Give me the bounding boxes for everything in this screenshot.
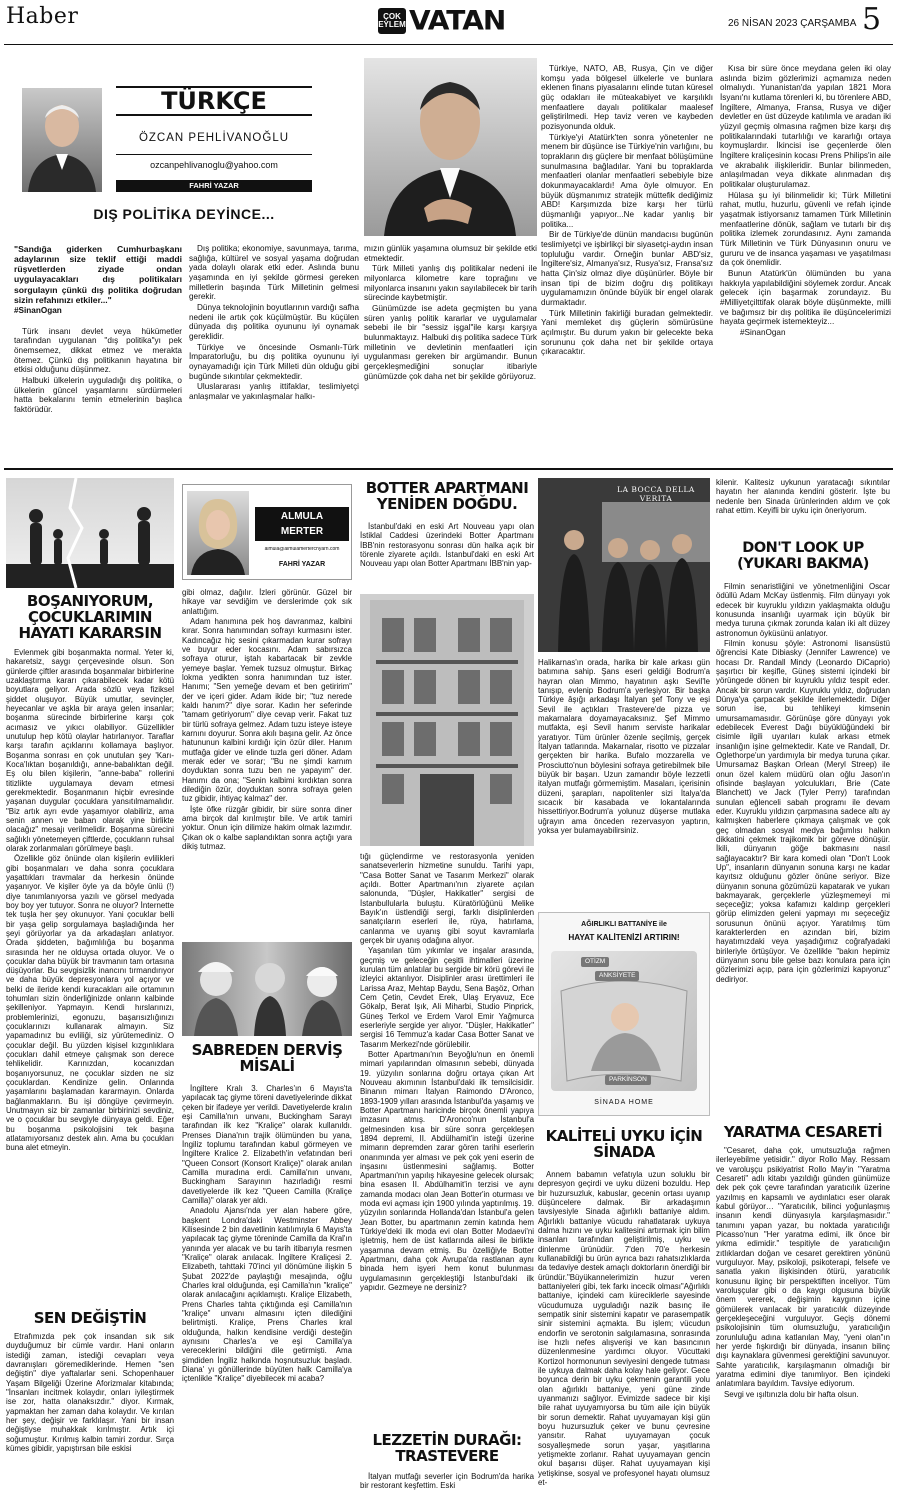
paragraph: Bir de Türkiye'de dünün mandacısı bugünün teslimiyetçi ve işbirlikçi bir siyasetçi-aydın insan topluluğu vardır. Örneğin bunlar ABD'siz, İngiltere'siz, Almanya'sız, Rusya'sız, Fransa'sız hatta Çin'siz olmaz diye düşünürler. Böyle bir insan tipi de bizim doğru dış politikayı uygulamamızın önünde büyük bir engel olarak durmaktadır. xyxy=(541,230,713,308)
article-column-1 xyxy=(14,244,182,416)
paragraph: Türk Milletinin fakirliği buradan gelmektedir. Yani memleket dış güçlerin sömürüsüne açılmıştır. Bu durum yakın bir gelecekte beka sorununu çok daha net bir şekilde ortaya çıkaracaktır. xyxy=(541,308,713,357)
article-bosanma xyxy=(6,648,174,1154)
logo-badge: ÇOK EYLEM xyxy=(378,8,406,34)
paragraph: Türkiye ve öncesinde Osmanlı-Türk İmparatorluğu, bu dış politika oyununu iyi oynayamadığı için Türk Milleti dün olduğu gibi bugünde sıkıntılar çekmektedir. xyxy=(189,342,359,381)
headline-yaratma: YARATMA CESARETİ xyxy=(723,1123,883,1141)
paragraph: Anadolu Ajansı'nda yer alan habere göre, başkent Londra'daki Westminster Abbey Kilisesinde 2 bin davetlinin katılımıyla 6 Mayıs'ta yapılacak taç giyme töreninde Camilla da Kral'ın yanında yer alacak ve bu tarih itibarıyla resmen "Kraliçe" olarak anılacak. İngiltere Kraliçesi 2. Elizabeth, tahttaki 70'inci yıl dönümüne ilişkin 5 Şubat 2022'de paylaştığı mesajında, oğlu Charles kral olduğunda, eşi Camilla'nın "kraliçe" olarak anılacağını açıklamıştı. Kraliçe Elizabeth, Prens Charles tahta çıktığında eşi Camilla'nın "kraliçe" unvanı almasını içten dilediğini belirtmişti. Kraliçe, Prens Charles kral olduğunda, halkın kendisine verdiği desteğin aynısını Charles'a ve eşi Camilla'ya vereceklerini bildiğini dile getirmişti. Ama şimdiden İngiliz halkında hoşnutsuzluk başladı. Diana' yı gönüllerinde büyüten halk Camilla'ya içtenlikle "Kraliçe" diyebilecek mi acaba? xyxy=(182,1206,352,1384)
paragraph: Kısa bir süre önce meydana gelen iki olay aslında bizim gözlerimizi açmamıza neden olmalıydı. Yunanistan'da yapılan 1821 Mora İsyanı'nı kutlama törenleri ki, bu törenlere ABD, İngiltere, Almanya, Fransa, Rusya ve diğer devletler en üst düzeyde katılımla ve aradan iki yüzyıl geçmiş olmasına rağmen bize karşı dış politikalarındaki tutarlılığı ve kararlığı ortaya koymuşlardır. İkincisi ise geçenlerde ölen İngiltere kraliçesinin kocası Prens Philips'in aile ve akrabalık ilişkileridir. Bunlar bilinmeden, anlaşılmadan veya dikkate alınmadan dış politikalar oluşturulamaz. xyxy=(720,64,891,190)
family-silhouette-icon xyxy=(6,478,174,588)
paragraph: Filmin senaristliğini ve yönetmenliğini Oscar ödüllü Adam McKay üstlenmiş. Film dünyayı yok edecek bir kuyruklu yıldızın yaklaşmakta olduğu konusunda insanlığı uyarmak için büyük bir medya turuna çıkmak zorunda kalan iki alt düzey astronomun öyküsünü anlatıyor. xyxy=(716,582,890,638)
issue-date: 26 NİSAN 2023 ÇARŞAMBA xyxy=(728,18,857,29)
group-photo-icon xyxy=(538,478,710,652)
paragraph: gibi olmaz, dağılır. İzleri görünür. Güzel bir hikaye var sevdiğim ve derslerimde çok sık anlattığım. xyxy=(182,588,352,616)
ad-brand: SİNADA HOME xyxy=(594,1099,654,1106)
article-botter-bottom xyxy=(360,852,534,1293)
headline-botter: BOTTER APARTMANI YENİDEN DOĞDU. xyxy=(365,479,529,514)
header-rule xyxy=(4,44,893,45)
author-name: ÖZCAN PEHLİVANOĞLU xyxy=(138,132,290,144)
article-column-4 xyxy=(541,64,713,358)
ad-tag-parkinson: PARKİNSON xyxy=(605,1075,651,1085)
people-photo-icon xyxy=(182,942,352,1036)
author-role: FAHRİ YAZAR xyxy=(278,561,326,568)
paragraph: Annem babamın vefatıyla uzun soluklu bir depresyon geçirdi ve uyku düzeni bozuldu. Hep bir huzursuzluk, kabuslar, gecenin ortası uyanıp düşüncelere dalmak. Bir arkadaşımın tavsiyesiyle Sinada ağırlıklı battaniye aldım. Ağırlıklı battaniye vücudu rahatlatarak uykuya dalma hızını ve uyku kalitesini artırmak için bilim insanları tarafından geliştirilmiş, uyku ve dinlenme ürünüdür. 7'den 70'e herkesin kullanabildiği bu ürün ayrıca bazı rahatsızlıklarda da tedaviye destek amaçlı doktorların önerdiği bir üründür."Büyükannelerimizin huzur veren battaniyeleri gibi, tek farkı incecik olması"Ağırlıklı battaniye, içindeki cam küreciklerle sayesinde vücudumuza uyguladığı nazik basınç ile sempatik sinir sistemini kapatır ve parasempatik sinir sistemini açmakta. Bu işlem; vücudun endorfin ve serotonin salgılamasına, sonrasında ise hızlı nefes alışverişi ve kan basıncının düzenlenmesine yardımcı oluyor. Vücuttaki Kortizol hormonunun seviyesini dengede tutması ile uykuya dalmak daha kolay hale geliyor. Gece boyunca derin bir uyku çekmenin garantili yolu olan ağırlıklı battaniye, yeni güne zinde uyanmanızı sağlıyor. Evimizde sadece bir kişi bile rahat uyuyamıyorsa bu tüm aile için büyük bir sorun demektir. Rahat uyuyamayan kişi gün boyu huzursuzluk çeker ve bunu çevresine yansıtır. Rahat uyuyamayan çocuk sosyalleşmede sorun yaşar, yaşıtlarına yetişmekte zorlanır. Rahat uyuyamayan gencin okul başarısı düşer. Rahat uyuyamayan kişi yetişkinse, sosyal ve profesyonel hayatı olumsuz et- xyxy=(538,1170,710,1487)
paragraph: İşte öfke rüzgâr gibidir, bir süre sonra diner ama birçok dal kırılmıştır bile. Ve artık tamiri yoktur. Onun için dilimize hakim olmak lazımdır. Çıkan ok o kalbe saplandıktan sonra açtığı yara dikiş tutmaz. xyxy=(182,804,352,851)
column-header-turkce xyxy=(8,58,360,236)
headline-lezzetin: LEZZETİN DURAĞI: TRASTEVERE xyxy=(372,1431,522,1466)
portrait-icon xyxy=(187,491,249,575)
paragraph: Türk Milleti yanlış dış politikalar nedeni ile milyonlarca kilometre kare toprağını ve milyonlarca insanını yakın sayılabilecek bir tarih sürecinde kaybetmiştir. xyxy=(364,264,537,303)
ad-tag-anxiety: ANKSİYETE xyxy=(595,971,639,981)
headline-dont-look-up: DON'T LOOK UP (YUKARI BAKMA) xyxy=(737,540,869,573)
paragraph: Botter Apartmanı'nın Beyoğlu'nun en önemli mimari yapılarından olmasının sebebi, dünyada 19. yüzyılın sonlarına doğru ortaya çıkan Art Nouveau akımının İstanbul'daki ilk temsilcisidir. Binanın mimarı İtalyan Raimondo D'Aronco, 1893-1909 yılları arasında İstanbul'da yaşamış ve Botter Apartmanı haricinde birçok önemli yapıya imzasını atmış. D'Aronco'nun İstanbul'a gelmesinden kısa bir süre sonra gerçekleşen 1894 depremi, II. Abdülhamit'in isteği üzerine mimarın depremden zarar gören tarihi eserlerin onarımında yer alması ve pek çok yeni eserin de inşasını üstlenmesini sağlamış. Botter Apartmanı'nın yapılış hikayesine gelecek olursak; bina esasen II. Abdülhamit'in terzisi ve aynı zamanda modacı olan Jean Botter'in oturması ve moda evi açması için 1900 yılında yaptırılmış. 19. yüzyılın sonlarında Hollanda'dan İstanbul'a gelen Jean Botter, bu apartmanın zemin katında hem Türkiye'deki ilk moda evi olan Botter Modaevi'ni işletmiş, hem de üst katlarında ailesi ile birlikte yaşamına devam etmiş. Bu özelliğiyle Botter Apartmanı, daha çok Avrupa'da rastlanan aynı binada hem işyeri hem konut bulunması uygulamasının gerçekleştiği İstanbul'daki ilk yapıdır. Gezmeye ne dersiniz? xyxy=(360,1049,534,1293)
section-name: Haber xyxy=(6,4,79,29)
paragraph: Etrafımızda pek çok insandan sık sık duyduğumuz bir cümle vardır. Hani onların istediği zaman, istediği cevapları veya davranışları göremediklerinde. Hemen "sen değiştin" diye yaftalarlar seni. Schopenhauer Yaşam Bilgeliği Üzerine Aforizmalar kitabında; "İnsanları incitmek kolaydır, onları iyileştirmek ise zor, hatta olanaksızdır." diyor. Kırmak, yapmaktan her zaman daha kolaydır. Ve kırılan her şey, değişir ve farklılaşır. Yani bir insan değiştiyse muhakkak kırılmıştır. Artık içi soğumuştur. Kırılmış kalbin tamiri zordur. Sırça kümes gibidir, yapıştırsan bile eskisi xyxy=(6,1332,174,1453)
blanket-photo xyxy=(551,951,697,1091)
author-first-name: ALMULA xyxy=(280,511,324,522)
pull-quote: "Sandığa giderken Cumhurbaşkanı adaylarının size teklif ettiği maddi rüşvetlerden ziyade ondan uygulayacakları dış politikaları sorgulayın çünkü dış politika doğrudan sizin refahınızı etkiler..." xyxy=(14,244,182,305)
paragraph: Türkiye'yi Atatürk'ten sonra yönetenler ne menem bir düşünce ise Türkiye'nin varlığını, bu toprakların dış güçlere bir menfaat bölüşümüne sunulmasına bağladılar. Yani bu topraklarda menfaatleri olanlar menfaatleri sebebiyle bize dokunmayacaklardı! Ama öyle olmuyor. En büyük düşmanımız stratejik müttefik dediğimiz ABD! Karşımızda bize karşı her türlü düşmanlığı yapıyor...Ne kadar yanlış bir politika... xyxy=(541,132,713,229)
author-last-name: MERTER xyxy=(280,526,324,537)
royals-photo xyxy=(182,942,352,1036)
paragraph: İtalyan mutfağı severler için Bodrum'da harika bir restorant keşfettim. Eski xyxy=(360,1472,534,1491)
paragraph: Halbuki ülkelerin uyguladığı dış politika, o ülkelerin güncel yaşamlarını sürdürmeleri hatta bekalarını temin etmelerinin başlıca faktörüdür. xyxy=(14,375,182,414)
paragraph: Özellikle göz önünde olan kişilerin evlilikleri gibi boşanmaları ve daha sonra çocuklara yaşattıkları travmalar da herkesin önünde yaşanıyor. Ve kişiler öyle ya da böyle ünlü (!) diye tanımlanıyorsa yazılı ve görsel medyada boy boy yer tutuyor. Sonra ne oluyor? İnternette tek tuşla her şey okunuyor. Yani çocuklar belli bir yaşa gelip sorgulamaya başladığında her şeyi görüyorlar ya da arkadaşları anlatıyor. Orada şiddeten, bağımlılığa bu boşanma sırasında her ne olduysa ortada oluyor. Ve o çocuklar daha büyük bir travmanın tam ortasına düşüyorlar. Bu sevgisizlik inancını tırmandırıyor ve daha büyük depresyonlara yol açıyor ve belki de ileride kendi kuracakları aile ortamının tohumları sizin önderliğinizde onların kalbinde şekilleniyor. Yapmayın. Kendi hırslarınızı, problemlerinizi, egonuzu, başarısızlığınızı çocuklarınızı kullanarak almayın. Siz yapamadınız bu evliliği, siz yürütemediniz. O çocuklar değil. Bu yüzden kişisel kızgınlıklara çocukları dahil etmeye çalışmak son derece tehlikelidir. Karınızdan, kocanızdan boşanıyorsunuz, ne çocuklar sizden ne siz çocuklardan. Kendinize gelin. Onlarında yaşamlarını başlamadan kararmayın. Onlarda bağlanmakların. Bu işi döngüye çevirmeyin. Unutmayın siz bir zamanlar birbirinizi sevdiniz, ve o çocuklar bu sevgiyle dünyaya geldi. Eğer bu boşanma psikolojisini tek başına atlatamıyorsanız destek alın. Ama bu çocukları buna alet etmeyin. xyxy=(6,854,174,1153)
paragraph: Filmin konusu şöyle: Astronomi lisansüstü öğrencisi Kate Dibiasky (Jennifer Lawrence) ve hocası Dr. Randall Mindy (Leonardo DiCaprio) şaşırtıcı bir keşifle, Güneş sistemi içindeki bir yörüngede dönen bir kuyruklu yıldız tespit eder. Ancak bir sorun vardır. Kuyruklu yıldız, doğrudan Dünya'ya çarpacak şekilde ilerlemektedir. Diğer sorun ise, bu tehlikeyi kimsenin umursamamasıdır. Görünüşe göre dünyayı yok edebilecek Everest Dağı büyüklüğündeki bir cisimle ilgili uyarıları kulak arkası etmek insanlığın işine gelmektedir. Kate ve Randall, Dr. Oglethorpe'un yardımıyla bir medya turuna çıkar. Umursamaz Başkan Orlean (Meryl Streep) ile onun özel kalem müdürü olan oğlu Jason'ın ofisinde başlayan yolculukları, Brie (Cate Blanchett) ve Jack (Tyler Perry) tarafından sunulan eğlenceli sabah programı ile devam eder. Kuyruklu yıldızın çarpmasına sadece altı ay kalmışken haberlere çıkmaya çalışmak ve çok geç olmadan sosyal medya bağımlısı halkın dikkatini çekmek trajikomik bir göreve dönüşür. İkili, dünyanın göğe bakmasını nasıl sağlayacaktır? Bir kara komedi olan "Don't Look Up", insanların dünyanın sonuna karşı ne kadar kayıtsız olduğunu gözler önüne seriyor. Bize dünyanın sonuna gözümüzü kapatarak ve yukarı bakmayarak, gerçeklerle yüzleşmemeyi mi seçeceğiz; yoksa kafamızı kaldırıp gerçekleri görüp elimizden geleni yapmayı mı seçeceğiz sorusunun önünü açıyor. Yaratılmış tüm karakterlerden en azından biri, bizim hayatımızdaki veya yaşadığımız coğrafyadaki birileriyle örtüşüyor. Ve özellikle "bakın hepimiz dünyanın sonu bile gelse bazı konulara para için gözlerimizi açıp, para için gözlerimizi kapıyoruz" dediriyor. xyxy=(716,638,890,984)
paragraph: İstanbul'daki en eski Art Nouveau yapı olan İstiklal Caddesi üzerindeki Botter Apartmanı İBB'nin restorasyonu sonrası dün halka açık bir törenle ziyarete açıldı. İstanbul'daki en eski Art Nouveau yapı olan Botter Apartmanı İBB'nin yap- xyxy=(360,522,534,569)
headline-kaliteli: KALİTELİ UYKU İÇİN SİNADA xyxy=(545,1127,703,1162)
paragraph: Dış politika; ekonomiye, savunmaya, tarıma, sağlığa, kültürel ve sosyal yaşama doğrudan yada dolaylı olarak etki eder. Aslında bunu yaşamında en iyi şekilde görmesi gereken milletlerin başında Türk Milletinin gelmesi gerekir. xyxy=(189,244,359,302)
paragraph: Sevgi ve ışıltınızla dolu bir hafta olsun. xyxy=(724,1389,859,1399)
paragraph: kilenir. Kalitesiz uykunun yaratacağı sıkıntılar hayatın her alanında kendini gösterir. İşte bu nedenle ben Sinada ürünlerinden aldım ve çok rahat ettim. Keyifli bir uyku için öneriyorum. xyxy=(716,478,890,515)
paragraph: Türk insanı devlet veya hükümetler tarafından uygulanan "dış politika"yı pek önemsemez, dikkat etmez ve merakta ötemez. Çünkü dış politikanın hayatına bir etkisi olduğunu düşünmez. xyxy=(14,326,182,375)
sinada-ad[interactable] xyxy=(538,912,710,1116)
paragraph: Evlenmek gibi boşanmakta normal. Yeter ki, hakaretsiz, saygı çerçevesinde olsun. Son günlerde çiftler arasında boşanmalar birbirlerine uzaklaştırma kararı çıkarabilecek kadar kötü boyutlara geliyor. Arada sözlü veya fiziksel şiddet oluşuyor. Büyük umutlar, sevinçler, heyecanlar ve aşkla bir araya gelen insanlar; boşanma sürecinde birbirlerine karşı çok acımasız ve yıkıcı olabiliyor. Güzellikler unutulup hep kötü olaylar hatırlanıyor. Taraflar karşı tarafın açıklarını kollamaya başlıyor. Boşanma sonrası en çok unutulan şey 'Karı-Koca'lıktan boşanıldığı, anne-babalıktan değil. Eş olu bilen kişilerin, "anne-baba" rollerini titizlikte uygulamaya devam etmesi gerekmektedir. Boşanmanın hiçbir evresinde yaşanan duygular çocuklara yansıtılmamalıdır. "Biz artık ayrı evde yaşamıyor olabiliriz, ama senin annen ve baban olarak yine birlikte olacağız" mesajı verilmelidir. Boşanma sürecini sağlıklı yönetemeyen çiftlerde, çocukların ruhsal olarak zorlanmaları görülmeye başlı. xyxy=(6,648,174,853)
article-dont-look-up xyxy=(716,582,890,985)
restaurant-sign: LA BOCCA DELLA VERITA xyxy=(617,485,695,503)
article-sen-degistin xyxy=(6,1332,174,1454)
paragraph: Adam hanımına pek hoş davranmaz, kalbini kırar. Sonra hanımından sofrayı kurmasını ister. Kadıncağız hiç sesini çıkarmadan kurar sofrayı ve buyur eder kocasını. Adam sabırsızca sofraya oturur, iştah kabartacak bir zevkle yemeye başlar. Yemek tuzsuz olmuştur. Birkaç lokma yedikten sonra hanımından tuz ister. Hanımı; "Sen yemeğe devam et ben getiririm" der ve içeri gider. Adam ikide bir; "tuz nerede kaldı hanım?" diye sorar. Kadın her seferinde "tamam getiriyorum" diye cevap verir. Fakat tuz bir türlü sofraya gelmez. Adam tuzu isteye isteye karnını doyurur. Sonra akılı başına gelir. Az önce hatununun kalbini kırdığı için özür diler. Hanım mutfağa gider ve elinde tuzla geri döner. Adam merak eder ve sorar; "Bu ne şimdi karnım doyduktan sonra tuzu ben ne yapayım" der. Hanımı da ona; "Senin kalbimi kırdıktan sonra dilediğin özür, doyduktan sonra sofraya gelen tuz gibidir, ihtiyaç kalmaz" der. xyxy=(182,616,352,804)
logo-word: VATAN xyxy=(409,5,506,37)
paragraph: tığı güçlendirme ve restorasyonla yeniden sanatseverlerin hizmetine sunuldu. Tarihi yapı, "Casa Botter Sanat ve Tasarım Merkezi" olarak açıldı. Botter Apartmanı'nın ziyarete açılan salonunda, "Düşler, Hakikatler" sergisi de İstanbullularla buluştu. Küratörlüğünü Melike Bayık'ın üstlendiği sergi, farklı disiplinlerden sanatçıların eserleri ile, rüya, hatırlama, canlanma ve uyanış gibi soyut kavramlarla gerçek bir uyanış odağına alıyor. xyxy=(360,852,534,945)
paragraph: Bunun Atatürk'ün ölümünden bu yana hakkıyla yapılabildiğini söylemek zordur. Ancak gelecek için başarmak zorundayız. Bu #Milliyetçilttifak olarak böyle düşünmekte, milli ve bağımsız bir dış politika ile düşüncelerimizi hayata geçirmek istemekteyiz... xyxy=(720,269,891,327)
article-column-5 xyxy=(720,64,891,339)
newspaper-logo[interactable] xyxy=(378,6,514,36)
headline-sabreden: SABREDEN DERVİŞ MİSALİ xyxy=(191,1041,343,1076)
quote-hashtag[interactable]: #SinanOgan xyxy=(14,305,62,315)
author-role: FAHRİ YAZAR xyxy=(116,180,312,192)
article-column-2 xyxy=(189,244,359,403)
author-email[interactable]: ozcanpehlivanoglu@yahoo.com xyxy=(150,160,278,170)
portrait-icon xyxy=(364,58,537,236)
ad-top-line: AĞIRLIKLI BATTANİYE ile xyxy=(581,921,667,928)
closing-hashtag[interactable]: #SinanOgan xyxy=(740,328,786,338)
section-divider xyxy=(4,468,893,470)
article-yaratma xyxy=(716,1146,890,1400)
paragraph: İngiltere Kralı 3. Charles'ın 6 Mayıs'ta yapılacak taç giyme töreni davetiyelerinde dikkat çeken bir ifadeye yer verildi. Davetiyelerde kralın eşi Camilla'nın unvanı, Buckingham Sarayı tarafından ilk kez "Kraliçe" olarak kullanıldı. Prenses Diana'nın trajik ölümünden bu yana, İngiliz toplumu tarafından kabul görmeyen ve İngiltere Kralice 2. Elizabeth'in vefatından beri "Queen Consort (Konsort Kraliçe)" olarak anılan Camilla muradına erdi. Camilla'nın unvanı, Buckingham Sarayının hazırladığı resmi davetiyelerde ilk kez "Queen Camilla (Kraliçe Camilla)" olarak yer aldı. xyxy=(182,1084,352,1205)
headline-sen-degistin: SEN DEĞİŞTİN xyxy=(33,1309,147,1327)
paragraph: Uluslararası yanlış ittifaklar, teslimiyetçi anlaşmalar ve yakınlaşmalar halkı- xyxy=(189,382,359,402)
column-header-merter xyxy=(182,484,352,580)
author-email[interactable]: almula@almulamerterchyarn.com xyxy=(264,547,340,552)
restaurant-photo xyxy=(538,478,710,652)
paragraph: mızın günlük yaşamına olumsuz bir şekilde etki etmektedir. xyxy=(364,244,537,263)
divorce-illustration xyxy=(6,478,174,588)
paragraph: Yaşanılan tüm yıkımlar ve inşalar arasında, geçmiş ve geleceğin çeşitli ihtimalleri üzerine kurulan tüm anlatılar bu sergide bir körü görevi ile izleyici aktarılıyor. Disiplinler arası ürettimleri ile Larissa Araz, Mehtap Baydu, Sena Başöz, Orhan Cem Çetin, Cevdet Erek, Ulaş Eryavuz, Ece Gökalp, Berat Işık, Ali Miharbi, Studio Pinprick, Güneş Terkol ve Erdem Varol Emir Yağmurca eserleriyle sergide yer alıyor. "Düşler, Hakikatler" sergisi 16 Temmuz'a kadar Casa Botter Sanat ve Tasarım Merkezi'nde görülebilir. xyxy=(360,946,534,1049)
article-sabreden xyxy=(182,1084,352,1385)
author-name-box xyxy=(255,507,349,541)
column-name: TÜRKÇE xyxy=(116,86,312,116)
author-photo-ozcan xyxy=(22,88,102,192)
paragraph: "Cesaret, daha çok, umutsuzluğa rağmen ilerleyebilme yetisidir." diyor Rollo May. Ressam ve varoluşçu psikiyatrist Rollo May'in "Yaratma Cesareti" adlı kitabı yazıldığı günden günümüze dek pek çok çevre tarafından yaratıcılık üzerine yazılmış en kapsamlı ve aydınlatıcı eser olarak kabul görüyor… "Yaratıcılık, bilinci yoğunlaşmış insanın kendi dünyasıyla karşılaşmasıdır." tanımını yapan yazar, bu noktada yaratıcılığı Picasso'nun "Her yaratma edimi, ilk önce bir yıkma edimidir." tespitiyle de yaratıcılığın zıtlıklardan doğan ve cesaret gerektiren yönünü vurguluyor. May, psikoloji, psikoterapi, felsefe ve sanatla yakın ilişkisinden ötürü, yaratıcılık konusunu ilginç bir perspektiften inceliyor. Tüm varoluşçular gibi o da kaygı olgusuna büyük önem vererek, değişimin kaygının içine gömülerek varılacak bir yaratıcılık düzeyinde gerçekleşeceğini vurguluyor. Geçiş dönemi psikolojisinin tüm olumsuzluğu, yaratıcılığın zorunluluğu adına katlanılan May, "yeni olan"ın her yerde fışkırdığı bir dünyada, insanın bilinç dışı kaynaklara güvenmesi gerektiğini savunuyor. Sahte yaratıcılık, karşılaşmanın olmadığı bir yaratma edimini diye tanımlıyor. Ben içindeki anlatımlara bayıldım. Tavsiye ediyorum. xyxy=(716,1146,890,1389)
paragraph: Dünya teknolojinin boyutlarının vardığı safha nedeni ile artık çok küçülmüştür. Bu küçülen dünyada dış politika oyununu iyi oynamak gereklidir. xyxy=(189,303,359,342)
article-kaliteli-cont xyxy=(716,478,890,516)
article-restaurant xyxy=(538,658,710,836)
author-photo-almula xyxy=(187,491,249,575)
article-lezzetin xyxy=(360,1472,534,1492)
article-botter-top xyxy=(360,522,534,570)
headline-bosanma: BOŞANIYORUM, ÇOCUKLARIMIN HAYATI KARARSIN xyxy=(18,592,162,642)
page-number: 5 xyxy=(862,2,882,37)
divider xyxy=(116,154,312,155)
portrait-icon xyxy=(22,88,102,192)
ad-headline: HAYAT KALİTENİZİ ARTIRIN! xyxy=(568,933,680,942)
botter-building-photo xyxy=(360,594,534,846)
article-merter xyxy=(182,588,352,852)
article-kaliteli xyxy=(538,1170,710,1488)
building-facade-icon xyxy=(360,594,534,846)
paragraph: Günümüzde ise adeta geçmişten bu yana süren yanlış politik kararlar ve uygulamalar sebebi ile bir "sessiz işgal"ile karşı karşıya bulunmaktayız. Halbuki dış politika sadece Türk milletinin ve devletinin menfaatleri için uygulanması gereken bir argümandır. Bunun gerçekleşmediğini sonuçlar itibariyle günümüzde çok daha net bir şekilde görüyoruz. xyxy=(364,304,537,381)
politician-photo xyxy=(364,58,537,236)
paragraph: Türkiye, NATO, AB, Rusya, Çin ve diğer komşu yada bölgesel ülkelerle ve bunlara eklenen finans piyasalarını elinde tutan küresel güç odakları ile müteakabiyet ve karşılıklı menfaatlere dayalı politikalar maalesef geliştirilmedi. Hep taviz veren ve kaybeden pozisyonunda olduk. xyxy=(541,64,713,132)
paragraph: Halikarnas'ın orada, harika bir kale arkası gün batımına sahip. Şans eseri geldiği Bodrum'a hayran olan Mimmo, hayatının aşkı Sevil'le tanışıp, evlenip Bodrum'a yerleşiyor. Bir başka Türkiye âşığı arkadaşı İtalyan şef Tony ve eşi Sevil ile açtıkları Trastevere'de pizza ve makarnalara doyamayacaksınız. Şef Mimmo mutfakta, eşi Sevil hanım serviste harikalar yaratıyor. Tüm ürünler özenle seçilmiş, gerçek İtalyan tatlarında. Makarnalar, risotto ve pizzalar gerçekten bir harika. Bufalo mozzarella ve Prosciutto'nun böylesini sofraya getirebilmek bile büyük bir başarı. Uzun zamandır böyle lezzetli italyan mutfağı görmemiştim. Masaları, içerisinin düzeni, şarapları, napolitenler sizi İtalya'da sıcacık bir kasabada ve lokantalarında hissettiriyor.Bodrum'a yolunuz düşerse mutlaka uğrayın ama önceden rezervasyon yaptırın, yoksa yer bulamayabilirsiniz. xyxy=(538,658,710,835)
article-column-3 xyxy=(364,244,537,382)
ad-tag-autism: OTİZM xyxy=(581,957,609,967)
paragraph: Hülasa şu iyi bilinmelidir ki; Türk Milletini rahat, mutlu, huzurlu, güvenli ve refah içinde yaşatmak istiyorsanız tamamen Türk Milletinin menfaatlerine dönük, sağlam ve tutarlı bir dış politika izlemek zorundasınız. Aynı zamanda Türk Milletinin ve Türk Dünyasının onuru ve gururu ve de insanca yaşaması ve yaşatılması da çok önemlidir. xyxy=(720,190,891,268)
article-title: DIŞ POLİTİKA DEYİNCE... xyxy=(93,206,275,222)
